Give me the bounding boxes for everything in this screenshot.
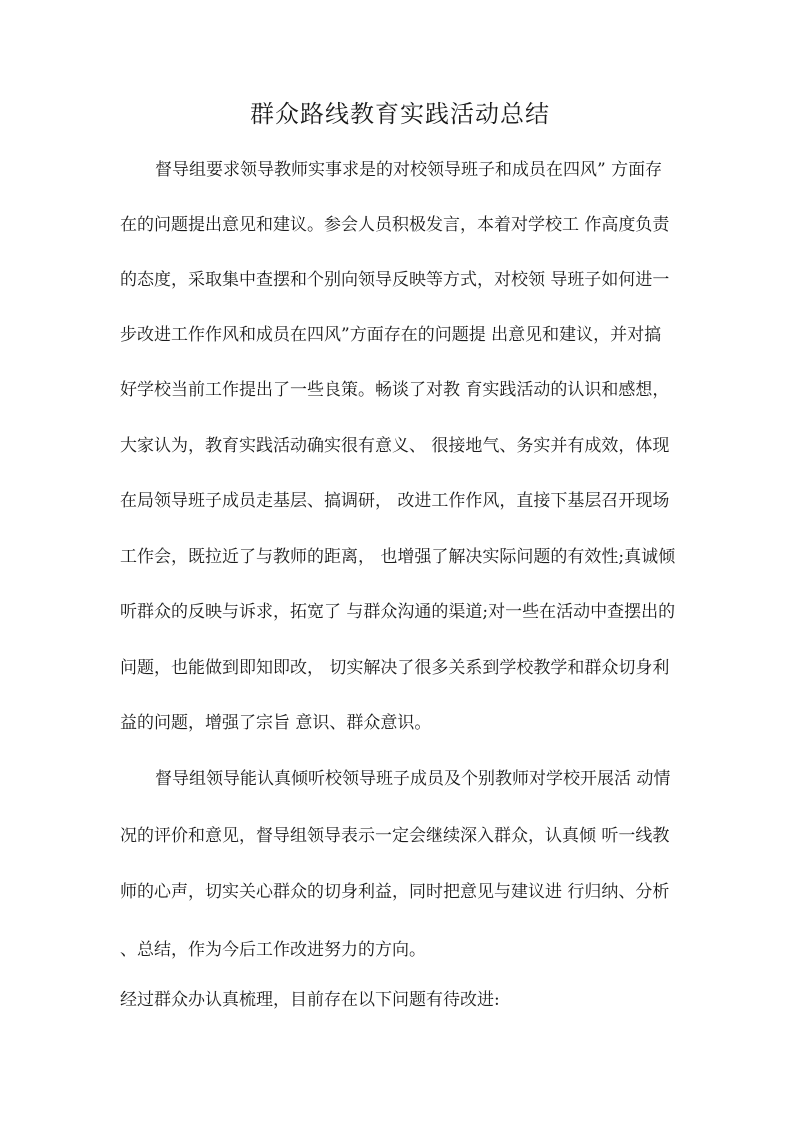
- paragraph-1-line-7: 在局领导班子成员走基层、搞调研， 改进工作作风，直接下基层召开现场: [120, 491, 670, 511]
- paragraph-1-line-3: 的态度，采取集中查摆和个别向领导反映等方式，对校领 导班子如何进一: [120, 270, 670, 290]
- paragraph-1-line-11: 益的问题，增强了宗旨 意识、群众意识。: [120, 713, 432, 733]
- document-title: 群众路线教育实践活动总结: [250, 100, 550, 128]
- paragraph-1-line-9: 听群众的反映与诉求，拓宽了 与群众沟通的渠道;对一些在活动中查摆出的: [120, 602, 676, 622]
- paragraph-2-line-4: 、总结，作为今后工作改进努力的方向。: [120, 940, 426, 960]
- paragraph-1-line-4: 步改进工作作风和成员在四风”方面存在的问题提 出意见和建议，并对搞: [120, 325, 662, 345]
- paragraph-1-line-6: 大家认为，教育实践活动确实很有意义、 很接地气、务实并有成效，体现: [120, 436, 670, 456]
- paragraph-2-line-2: 况的评价和意见，督导组领导表示一定会继续深入群众，认真倾 听一线教: [120, 826, 670, 846]
- paragraph-1-line-2: 在的问题提出意见和建议。参会人员积极发言，本着对学校工 作高度负责: [120, 215, 670, 235]
- paragraph-1-line-5: 好学校当前工作提出了一些良策。畅谈了对教 育实践活动的认识和感想，: [120, 380, 670, 400]
- paragraph-2-line-3: 师的心声，切实关心群众的切身利益，同时把意见与建议进 行归纳、分析: [120, 882, 670, 902]
- paragraph-3-line-1: 经过群众办认真梳理，目前存在以下问题有待改进:: [120, 990, 500, 1010]
- paragraph-1-line-10: 问题，也能做到即知即改， 切实解决了很多关系到学校教学和群众切身利: [120, 658, 670, 678]
- paragraph-1-line-1: 督导组要求领导教师实事求是的对校领导班子和成员在四风” 方面存: [155, 160, 663, 180]
- paragraph-2-line-1: 督导组领导能认真倾听校领导班子成员及个别教师对学校开展活 动情: [155, 769, 671, 789]
- paragraph-1-line-8: 工作会，既拉近了与教师的距离， 也增强了解决实际问题的有效性;真诚倾: [120, 547, 676, 567]
